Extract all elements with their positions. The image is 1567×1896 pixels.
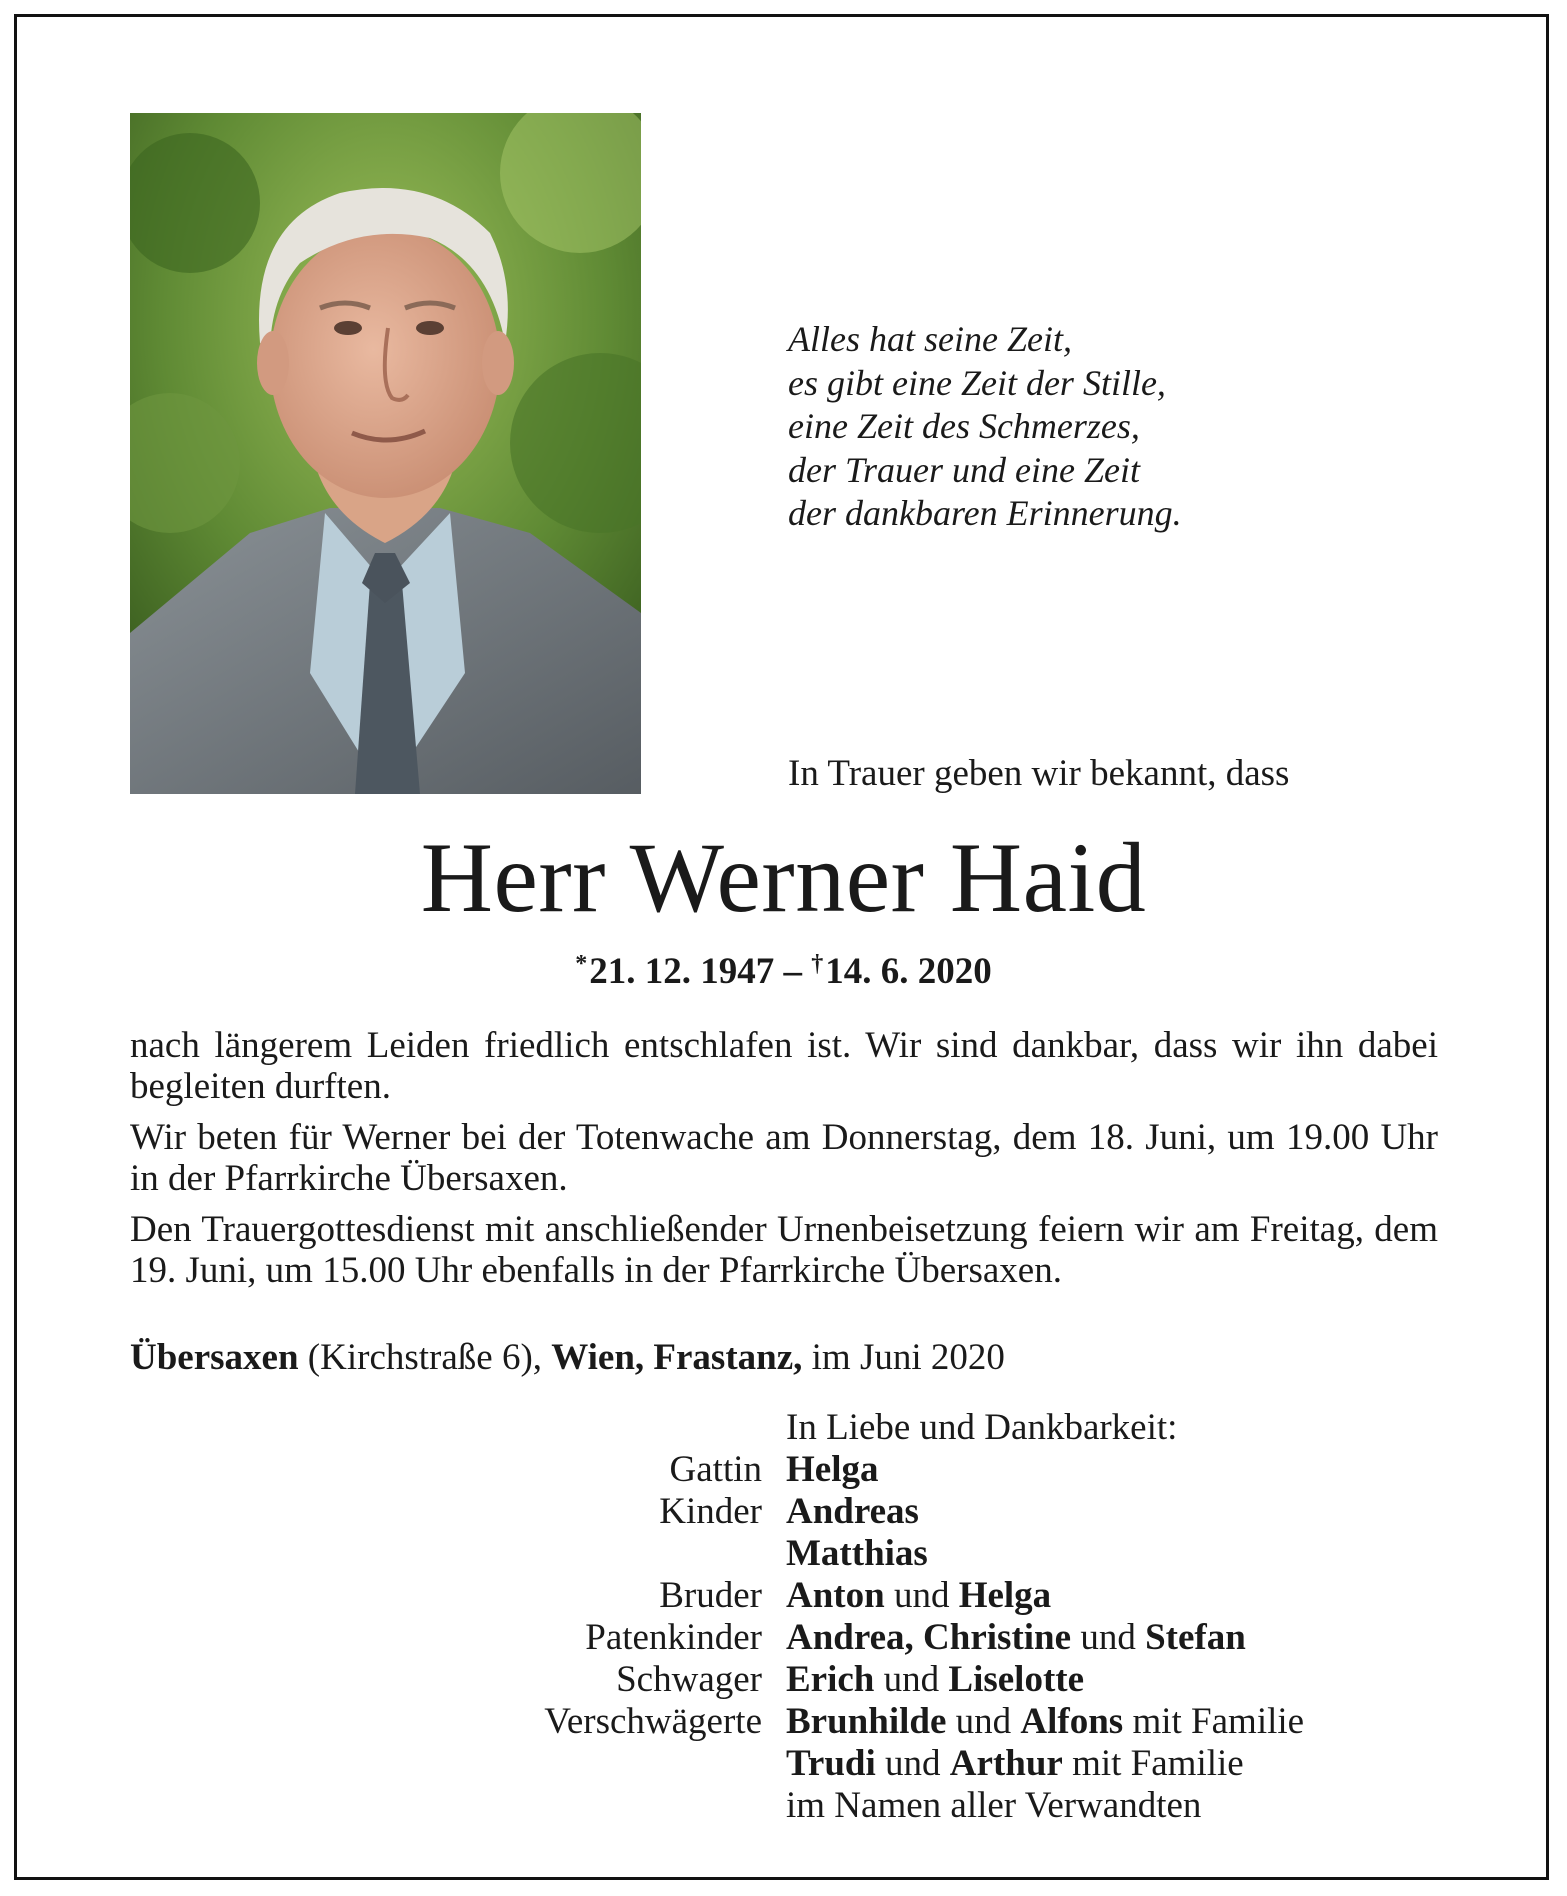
mourner-name: Brunhilde	[786, 1701, 947, 1742]
mourner-name: Erich	[786, 1659, 875, 1700]
mourner-name: Matthias	[786, 1533, 928, 1574]
conjunction: und	[946, 1701, 1021, 1742]
list-item	[0, 1742, 1567, 1784]
mourner-name: Stefan	[1145, 1617, 1246, 1658]
relation-label: Schwager	[616, 1659, 762, 1700]
death-symbol: †	[811, 951, 824, 977]
mourner-name: Andrea, Christine	[786, 1617, 1072, 1658]
mourner-names	[786, 1700, 1304, 1743]
mourner-names	[786, 1742, 1244, 1785]
life-dates	[0, 950, 1567, 993]
list-item	[0, 1700, 1567, 1742]
mourners-list	[0, 1406, 1567, 1826]
mourner-name: Trudi	[786, 1743, 876, 1784]
announcement-intro: In Trauer geben wir bekannt, dass	[788, 753, 1290, 794]
body-paragraph: Den Trauergottesdienst mit anschließender Urnenbeisetzung feiern wir am Freitag, dem 19. Juni, um 15.00 Uhr ebenfalls in der Pfarrkirche Übersaxen.	[130, 1209, 1438, 1291]
verse-line: Alles hat seine Zeit,	[788, 319, 1072, 359]
mourner-names	[786, 1532, 928, 1575]
mourner-name: Alfons	[1020, 1701, 1124, 1742]
place-address: (Kirchstraße 6),	[298, 1337, 552, 1378]
mourner-name: Helga	[786, 1449, 879, 1490]
place-date: im Juni 2020	[802, 1337, 1005, 1378]
portrait-photo	[130, 113, 641, 794]
mourner-names	[786, 1658, 1084, 1701]
relation-label: Bruder	[659, 1575, 762, 1616]
death-date: 14. 6. 2020	[825, 951, 992, 992]
verse	[788, 318, 1488, 536]
relation-label: Verschwägerte	[544, 1701, 762, 1742]
closing-line: im Namen aller Verwandten	[786, 1785, 1202, 1826]
list-item	[0, 1490, 1567, 1532]
verse-line: eine Zeit des Schmerzes,	[788, 406, 1140, 446]
mourner-name: Arthur	[949, 1743, 1063, 1784]
mourner-name: Liselotte	[948, 1659, 1085, 1700]
relation-label: Kinder	[659, 1491, 762, 1532]
mourner-name: Anton	[786, 1575, 885, 1616]
relation-label: Gattin	[669, 1449, 762, 1490]
list-item	[0, 1574, 1567, 1616]
mourner-names	[786, 1490, 919, 1533]
mourner-names	[786, 1574, 1051, 1617]
mourner-names	[786, 1616, 1246, 1659]
mourner-names	[786, 1448, 878, 1491]
body-paragraph: Wir beten für Werner bei der Totenwache am Donnerstag, dem 18. Juni, um 19.00 Uhr in der Pfarrkirche Übersaxen.	[130, 1117, 1438, 1199]
place-primary: Übersaxen	[130, 1337, 299, 1378]
mourners-heading: In Liebe und Dankbarkeit:	[786, 1407, 1178, 1448]
conjunction: und	[874, 1659, 949, 1700]
family-suffix: mit Familie	[1062, 1743, 1244, 1784]
place-secondary: Wien, Frastanz,	[551, 1337, 803, 1378]
date-separator: –	[774, 951, 812, 992]
verse-line: der dankbaren Erinnerung.	[788, 493, 1182, 533]
birth-date: 21. 12. 1947	[589, 951, 775, 992]
conjunction: und	[884, 1575, 959, 1616]
mourner-name: Helga	[958, 1575, 1052, 1616]
verse-line: es gibt eine Zeit der Stille,	[788, 362, 1166, 403]
body-paragraph: nach längerem Leiden friedlich entschlafen ist. Wir sind dankbar, dass wir ihn dabei begleiten durften.	[130, 1025, 1438, 1107]
mourners-heading-row	[0, 1406, 1567, 1448]
conjunction: und	[1071, 1617, 1146, 1658]
deceased-name: Herr Werner Haid	[420, 822, 1147, 933]
mourner-name: Andreas	[786, 1491, 919, 1532]
portrait-photo-illustration	[130, 113, 641, 794]
verse-line: der Trauer und eine Zeit	[788, 449, 1140, 490]
birth-symbol: *	[575, 951, 588, 977]
relation-label: Patenkinder	[585, 1617, 762, 1658]
list-item	[0, 1616, 1567, 1658]
conjunction: und	[875, 1743, 950, 1784]
place-and-date	[130, 1336, 1005, 1379]
list-item	[0, 1448, 1567, 1490]
list-item	[0, 1784, 1567, 1826]
family-suffix: mit Familie	[1123, 1701, 1305, 1742]
announcement-body	[130, 1025, 1438, 1301]
list-item	[0, 1532, 1567, 1574]
list-item	[0, 1658, 1567, 1700]
